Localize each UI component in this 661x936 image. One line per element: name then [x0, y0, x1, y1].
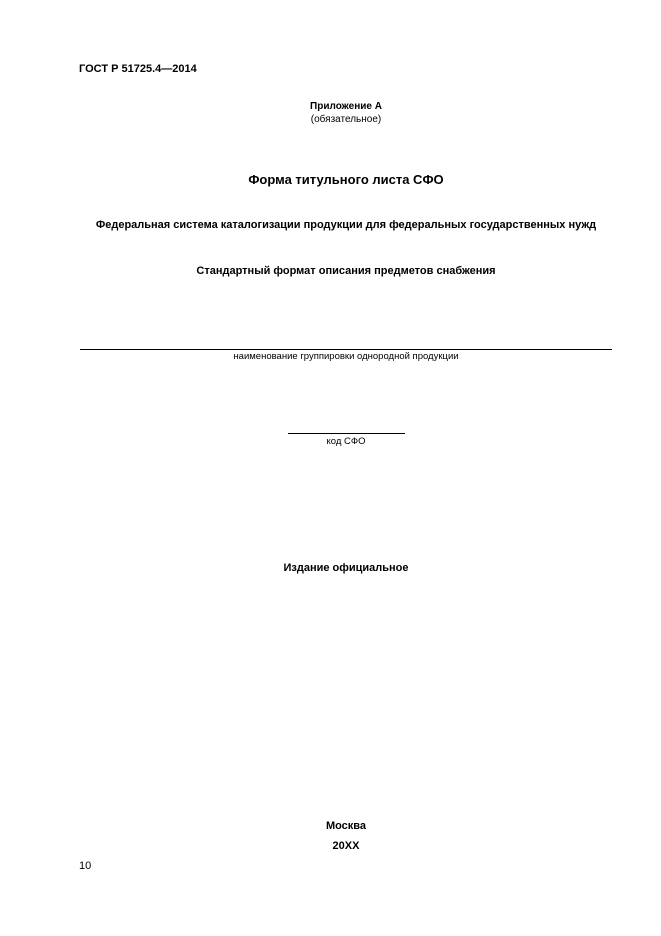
system-name: Федеральная система каталогизации продукции для федеральных государственных нужд [95, 219, 597, 231]
page-number: 10 [79, 860, 92, 872]
form-title: Форма титульного листа СФО [248, 172, 444, 187]
group-name-caption: наименование группировки однородной продукции [233, 351, 459, 362]
appendix-note: (обязательное) [310, 114, 382, 125]
year: 20XX [332, 840, 360, 852]
format-name: Стандартный формат описания предметов снабжения [196, 265, 496, 277]
city: Москва [325, 820, 367, 832]
group-name-line [80, 349, 612, 350]
appendix-title: Приложение А [310, 101, 382, 112]
document-code: ГОСТ Р 51725.4—2014 [79, 63, 197, 75]
edition-label: Издание официальное [283, 562, 409, 574]
code-line [288, 433, 405, 434]
code-caption: код СФО [326, 436, 366, 447]
